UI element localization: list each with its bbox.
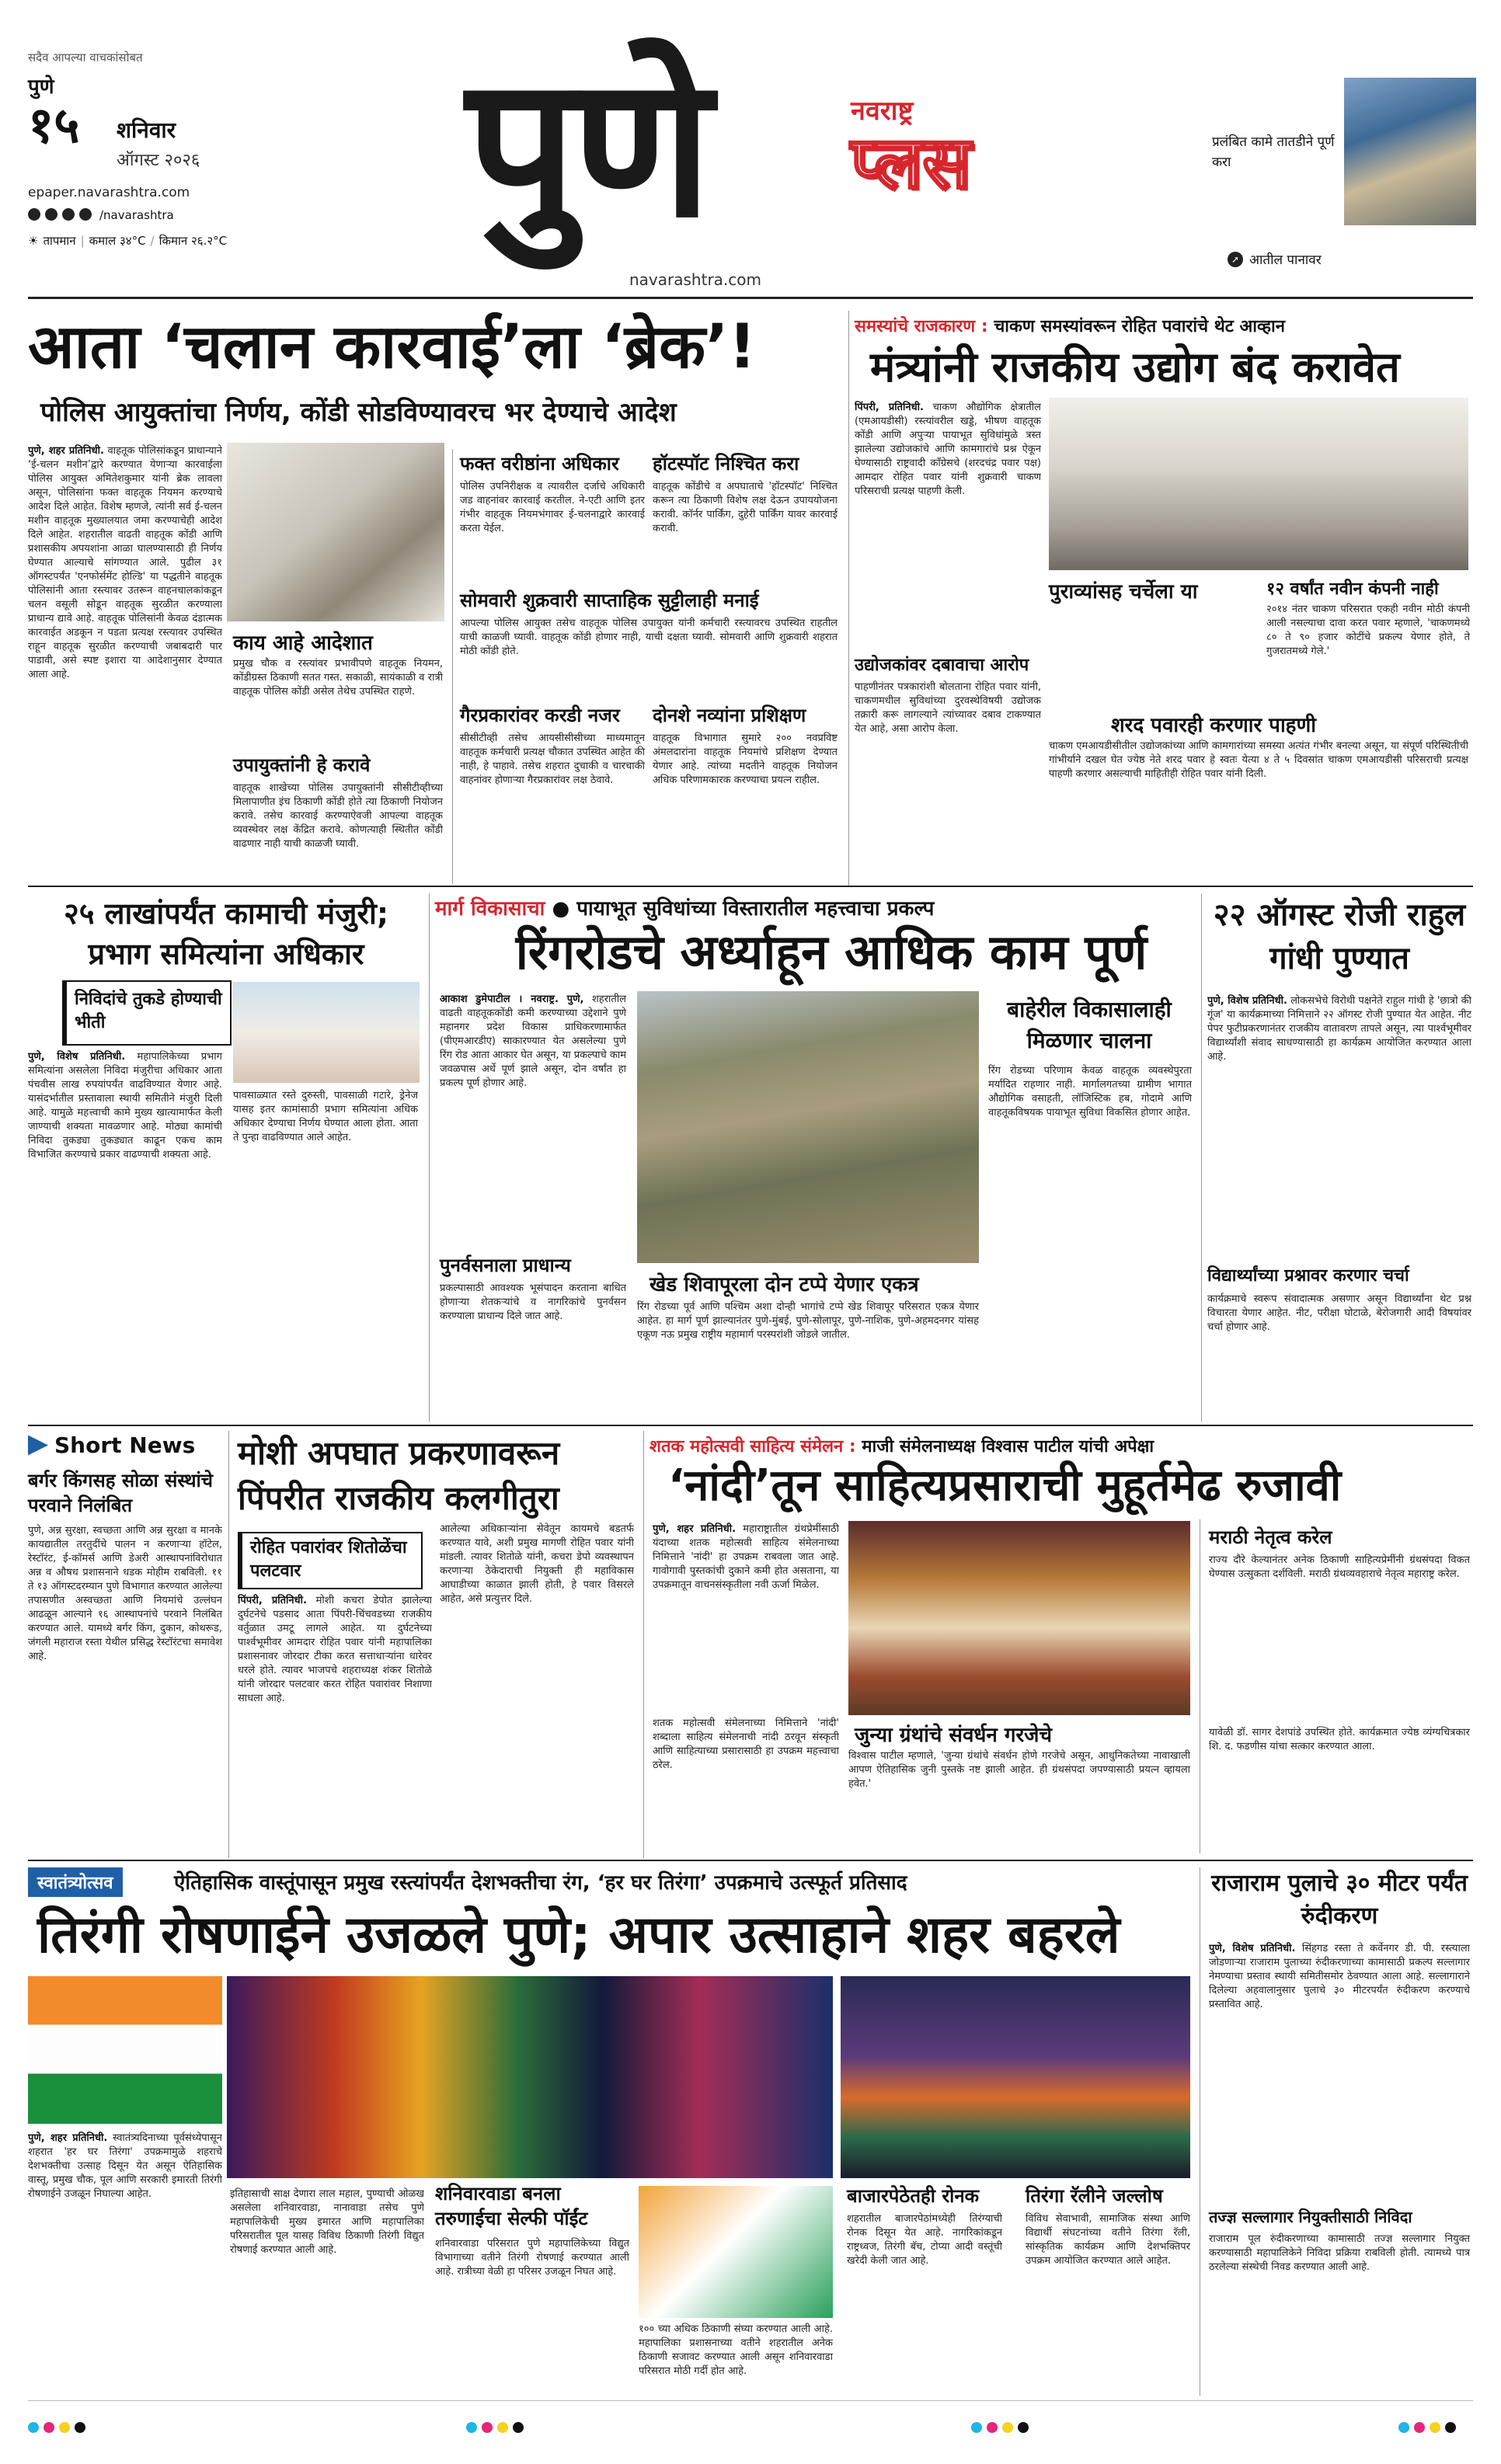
- mid-left-box: निविदांचे तुकडे होण्याची भीती: [62, 980, 232, 1046]
- ear-credit: ➚ आतील पानावर: [1228, 250, 1322, 268]
- tiranga-body: पुणे, शहर प्रतिनिधी. स्वातंत्र्यदिनाच्या पूर्वसंध्येपासून शहरात 'हर घर तिरंगा' उपक्रमामुळे शहराचे देशभक्तीचा उत्साह दिसून येत असून ऐतिहासिक वास्तू, प्रमुख चौक, पूल आणि सरकारी इमारती तिरंगी रोषणाईने उजळून निघाल्या आहेत.: [28, 2132, 222, 2200]
- shortnews-headline: बर्गर किंगसह सोळा संस्थांचे परवाने निलंबित: [28, 1470, 213, 1516]
- lead-col2-head: काय आहे आदेशात: [233, 632, 373, 655]
- mid-left-headline: २५ लाखांपर्यंत कामाची मंजुरी; प्रभाग समित्यांना अधिकार: [63, 896, 389, 971]
- temp-min: किमान २६.२°C: [158, 234, 228, 248]
- moshi-body2: आलेल्या अधिकाऱ्यांना सेवेतून कायमचे बडतर्फ करण्यात यावे, अशी प्रमुख मागणी रोहित पवार यांनी मांडली. त्यावर शितोळे यांनी, कचरा डेपो व्यवस्थापन करणाऱ्या ठेकेदाराची नियुक्ती ही महाविकास आघाडीच्या काळात झाली होती, हे पवार विसरले आहेत, असे प्रत्युत्तर दिले.: [440, 1523, 634, 1605]
- masthead-title: पुणे: [466, 34, 708, 260]
- lead-col3b-head: गैरप्रकारांवर करडी नजर: [460, 705, 620, 726]
- lead-col2b-head: उपायुक्तांनी हे करावे: [233, 754, 371, 776]
- mid-ringroad-photo: [637, 991, 979, 1263]
- section-rule: [28, 1425, 1473, 1426]
- right-top-kicker: समस्यांचे राजकारण : चाकण समस्यांवरून रोहित पवारांचे थेट आव्हान: [855, 317, 1285, 336]
- right-top-body4: चाकण एमआयडीसीतील उद्योजकांच्या आणि कामगारांच्या समस्या अत्यंत गंभीर बनल्या असून, या संपूर्ण परिस्थितीची गांभीर्याने दखल घेत ज्येष्ठ नेते शरद पवार हे स्वतः येत्या ४ ते ५ दिवसांत चाकण एमआयडीसी परिसराची प्रत्यक्ष पाहणी करणार असल्याची माहितीही रोहित पवार यांनी दिली.: [1049, 740, 1468, 780]
- ear-photo: [1344, 78, 1476, 225]
- lead-subhead: पोलिस आयुक्तांचा निर्णय, कोंडी सोडविण्यावरच भर देण्याचे आदेश: [40, 397, 677, 428]
- social-handle: /navarashtra: [99, 208, 174, 222]
- sahitya-caption-body: विश्वास पाटील म्हणाले, 'जुन्या ग्रंथांचे संवर्धन होणे गरजेचे असून, आधुनिकतेच्या नावाखाली आपण ऐतिहासिक जुनी पुस्तके नष्ट झाली आहेत. ही ग्रंथसंपदा जपण्यासाठी प्रयत्न व्हायला हवेत.': [848, 1750, 1190, 1790]
- rajaram-headline: राजाराम पुलाचे ३० मीटर पर्यंत रुंदीकरण: [1211, 1870, 1468, 1930]
- mid-photo-caption-body: रिंग रोडच्या पूर्व आणि पश्चिम अशा दोन्ही भागांचे टप्पे खेड शिवापूर परिसरात एकत्र येणार आहेत. हा मार्ग पूर्ण झाल्यानंतर पुणे-मुंबई, पुणे-सोलापूर, पुणे-नाशिक, पुणे-अहमदनगर यांसह एकूण नऊ प्रमुख राष्ट्रीय महामार्ग परस्परांशी जोडले जातील.: [637, 1301, 979, 1341]
- tiranga-col-mid: १०० च्या अधिक ठिकाणी संघ्या करण्यात आली आहे. महापालिका प्रशासनाच्या वतीने शहरातील अनेक ठिकाणी सजावट करण्यात आली असून शनिवारवाडा परिसरात मोठी गर्दी होत आहे.: [639, 2323, 833, 2377]
- footer-rule: [28, 2400, 1473, 2401]
- sahitya-headline: ‘नांदी’तून साहित्यप्रसाराची मुहूर्तमेढ रुजावी: [668, 1460, 1342, 1511]
- tiranga-photo-market: [639, 2186, 833, 2318]
- x-icon[interactable]: [45, 208, 57, 221]
- lead-body: पुणे, शहर प्रतिनिधी. वाहतूक पोलिसांकडून प्राधान्याने ‘ई-चलन मशीन’द्वारे करण्यात येणाऱ्या कारवाईला पोलिस आयुक्त अमितेशकुमार यांनी ब्रेक लावला असून, पोलिसांना फक्त वाहतूक नियमन करण्याचे आदेश दिले आहेत. विशेष म्हणजे, त्यांनी सर्व ई-चलन मशीन वाहतूक मुख्यालयात जमा करण्याचेही आदेश दिले आहेत. शहरातील वाढती वाहतूक कोंडी आणि प्रशासकीय अपयशांना आळा घालण्यासाठी ही निर्णय घेण्यात आल्याचे सांगण्यात आले. पुढील ३१ ऑगस्टपर्यंत 'एनफोर्समेंट होल्डि' या पद्धतीने वाहतूक पोलिसांनी आता रस्त्यावर उतरून वाहनचालकांकडून चलन वसूली सोडून वाहतूक सुरळीत करण्याला प्राधान्य द्यावे आहे. वाहतूक पोलिसांनी केवळ दंडात्मक कारवाईत अडकून न पडता प्रत्यक्ष रस्त्यावर उपस्थित राहून वाहतूक सुरळीत करण्याची जबाबदारी पार पाडावी, असे स्पष्ट इशारा या आदेशानुसार देण्यात आला आहे.: [28, 445, 222, 680]
- brand-bottom: प्लस: [851, 121, 971, 204]
- lead-col4-body: वाहतूक कोंडीचे व अपघाताचे 'हॉटस्पॉट' निश्चित करून त्या ठिकाणी विशेष लक्ष देऊन उपाययोजना करावी. कॉर्नर पार्किंग, दुहेरी पार्किंग यावर कारवाई करावी.: [653, 481, 838, 534]
- weekday: शनिवार: [117, 117, 176, 143]
- mid-center-body: आकाश डुमेपाटील । नवराष्ट्र. पुणे, शहरातील वाढती वाहतूककोंडी कमी करण्याच्या उद्देशाने पुणे महानगर प्रदेश विकास प्राधिकरणामार्फत (पीएमआरडीए) साकारण्यात येत असलेल्या पुणे रिंग रोड आता आकार घेत असून, या प्रकल्पाचे काम जवळपास अर्धे पूर्ण झाले असून, दोन वर्षांत हा प्रकल्प पूर्ण होणार आहे.: [440, 994, 626, 1089]
- weather-strip: ☀ तापमान | कमाल ३४°C / किमान २६.२°C: [28, 234, 228, 248]
- col-divider: [1201, 893, 1202, 1422]
- lead-col3-head: फक्त वरीष्ठांना अधिकार: [460, 453, 619, 475]
- mid-center-sub: पुनर्वसनाला प्राधान्य: [440, 1255, 571, 1276]
- mid-right-sub: बाहेरील विकासालाही मिळणार चालना: [1007, 997, 1172, 1053]
- rajaram-sub: तज्ज्ञ सल्लागार नियुक्तीसाठी निविदा: [1209, 2208, 1412, 2226]
- instagram-icon[interactable]: [62, 208, 75, 221]
- rahul-body: पुणे, विशेष प्रतिनिधी. लोकसभेचे विरोधी पक्षनेते राहुल गांधी हे 'छात्रो की गूंज' या कार्यक्रमाच्या निमित्ताने २२ ऑगस्ट रोजी पुण्यात येत आहेत. नीट पेपर फुटीप्रकरणानंतर राजकीय वातावरण तापले असून, त्या पार्श्वभूमीवर विद्यार्थ्यांशी संवाद साधण्यासाठी हा कार्यक्रम आयोजित करण्यात आला आहे.: [1207, 995, 1471, 1063]
- section-rule: [28, 886, 1473, 887]
- shortnews-body: पुणे, अन्न सुरक्षा, स्वच्छता आणि अन्न सुरक्षा व मानके कायद्यातील तरतुदींचे पालन न करणाऱ्या हॉटेल, रेस्टॉरंट, ई-कॉमर्स आणि डेअरी आस्थापनांविरोधात अन्न व औषध प्रशासनाने धडक मोहीम राबविली. ११ ते १३ ऑगस्टदरम्यान पुणे विभागात करण्यात आलेल्या तपासणीत अस्वच्छता आणि नियमांचे उल्लंघन आढळून आल्याने १६ आस्थापनांचे परवाने निलंबित करण्यात आले. यामध्ये बर्गर किंग, दुकान, कोथरूड, जंगली महाराज रस्ता येथील प्रसिद्ध रेस्टॉरंटचा समावेश आहे.: [28, 1525, 222, 1662]
- lead-col2b-body: वाहतूक शाखेच्या पोलिस उपायुक्तांनी सीसीटीव्हीच्या मिलापाणीत इंच ठिकाणी कोंडी होते त्या ठिकाणी नियोजन करावे. तसेच कारवाई करण्याऐवजी आपल्या वाहतूक व्यवस्थेवर लक्ष केंद्रित करावे. कोणत्याही स्थितीत कोंडी वाढणार नाही याची काळजी घ्यावी.: [233, 782, 443, 850]
- mid-photo-caption: खेड शिवापूरला दोन टप्पे येणार एकत्र: [650, 1273, 919, 1296]
- tiranga-sub1: शनिवारवाडा बनला तरुणाईचा सेल्फी पॉईंट: [435, 2183, 588, 2229]
- tagline: सदैव आपल्या वाचकांसोबत: [28, 50, 143, 64]
- lead-headline: आता ‘चलान कारवाई’ला ‘ब्रेक’!: [28, 312, 757, 382]
- mid-left-body2: पावसाळ्यात रस्ते दुरुस्ती, पावसाळी गटारे, ड्रेनेज यासह इतर कामांसाठी प्रभाग समित्यांना अधिक अधिकार देण्याचा निर्णय घेण्यात आला होता. आता ते पुन्हा वाढविण्यात आले आहेत.: [233, 1090, 418, 1143]
- epaper-url[interactable]: epaper.navarashtra.com: [28, 185, 190, 200]
- right-top-caption-b: १२ वर्षांत नवीन कंपनी नाही: [1266, 579, 1439, 599]
- lead-col4-head: हॉटस्पॉट निश्चित करा: [653, 453, 799, 475]
- sahitya-photo-caption: जुन्या ग्रंथांचे संवर्धन गरजेचे: [855, 1724, 1052, 1747]
- site-url[interactable]: navarashtra.com: [629, 270, 761, 289]
- tiranga-sub2-body: शहरातील बाजारपेठांमध्येही तिरंग्याची रोनक दिसून येत आहे. नागरिकांकडून राष्ट्रध्वज, तिरंगी बॅच, टोप्या आदी वस्तूंची खरेदी केली जात आहे.: [847, 2213, 1002, 2267]
- ear-panel: [1212, 78, 1476, 280]
- masthead-rule: [28, 297, 1473, 299]
- mid-left-body: पुणे, विशेष प्रतिनिधी. महापालिकेच्या प्रभाग समित्यांना असलेला निविदा मंजुरीचा अधिकार आता पंचवीस लाख रुपयांपर्यंत वाढविण्यात येणार आहे. यासंदर्भातील प्रस्तावाला स्थायी समितीने मंजुरी दिली आहे. यामुळे महत्त्वाची कामे मुख्य खात्यामार्फत केली जाण्याची शक्यता मावळणार आहे. मोठ्या कामांची निविदा तुकड्या तुकड्यात काढून एकच काम विभाजित करण्याचे प्रकार वाढण्याची शक्यता आहे.: [28, 1051, 222, 1161]
- tiranga-photo-fort: [841, 1976, 1190, 2178]
- right-top-body2: पाहणीनंतर पत्रकारांशी बोलताना रोहित पवार यांनी, चाकणमधील सुविधांच्या दुरवस्थेविषयी उद्योजक तक्रारी करू लागल्याने त्यांच्यावर दबाव टाकण्यात येत आहे, असा आरोप केला.: [855, 681, 1041, 735]
- temp-label: तापमान: [43, 234, 76, 248]
- sahitya-body: पुणे, शहर प्रतिनिधी. महाराष्ट्रातील ग्रंथप्रेमींसाठी यंदाच्या शतक महोत्सवी साहित्य संमेलनाच्या निमित्ताने 'नांदी' हा उपक्रम राबवला जात आहे. गावोगावी पुस्तकांची दुकाने कमी होत असताना, या उपक्रमातून वाचनसंस्कृतीला नवी ऊर्जा मिळेल.: [653, 1523, 839, 1591]
- mid-right-sub-body: रिंग रोडच्या परिणाम केवळ वाहतूक व्यवस्थेपुरता मर्यादित राहणार नाही. मार्गालगतच्या ग्रामीण भागात औद्योगिक वसाहती, लॉजिस्टिक हब, गोदामे आणि वाहतूकविषयक पायाभूत सुविधा विकसित होणार आहेत.: [988, 1065, 1192, 1119]
- lead-byline: पुणे, शहर प्रतिनिधी.: [28, 445, 104, 457]
- right-top-sub2: शरद पवारही करणार पाहणी: [1111, 714, 1317, 737]
- tiranga-photo-lights: [227, 1976, 833, 2178]
- sahitya-side-head: मराठी नेतृत्व करेल: [1209, 1526, 1332, 1548]
- sahitya-kicker: शतक महोत्सवी साहित्य संमेलन : माजी संमेलनाध्यक्ष विश्वास पाटील यांची अपेक्षा: [650, 1437, 1154, 1456]
- month-year: ऑगस्ट २०२६: [117, 151, 200, 170]
- moshi-box: रोहित पवारांवर शितोळेंचा पलटवार: [238, 1532, 423, 1589]
- rajaram-body: पुणे, विशेष प्रतिनिधी. सिंहगड रस्ता ते कर्वेनगर डी. पी. रस्त्याला जोडणाऱ्या राजाराम पुलाच्या रुंदीकरणाच्या कामासाठी प्रकल्प सल्लागार नेमण्याचा प्रस्ताव स्थायी समितीसमोर ठेवण्यात आला आहे. सल्लागाराने दिलेल्या अहवालानुसार पुलाचे ३० मीटरपर्यंत रुंदीकरण करण्याचे प्रस्तावित आहे.: [1209, 1943, 1470, 2010]
- right-top-headline: मंत्र्यांनी राजकीय उद्योग बंद करावेत: [870, 343, 1400, 392]
- rahul-sub: विद्यार्थ्यांच्या प्रश्नावर करणार चर्चा: [1207, 1266, 1409, 1286]
- rajaram-sub-body: राजाराम पूल रुंदीकरणाच्या कामासाठी तज्ज्ञ सल्लागार नियुक्त करण्यासाठी महापालिकेने निविदा प्रक्रिया राबविली होती. त्यामध्ये पात्र ठरलेल्या संस्थेची निवड करण्यात आली आहे.: [1209, 2233, 1470, 2273]
- sahitya-body-bottom: शतक महोत्सवी संमेलनाच्या निमित्ताने 'नांदी' शब्दाला साहित्य संमेलनाची नांदी ठरवून संस्कृती आणि साहित्याच्या प्रसारासाठी हा उपक्रम महत्त्वाचा ठरेल.: [653, 1717, 839, 1771]
- moshi-headline: मोशी अपघात प्रकरणावरून पिंपरीत राजकीय कलगीतुरा: [238, 1434, 560, 1517]
- arrow-icon: ➚: [1228, 252, 1243, 267]
- right-top-body3: २०१४ नंतर चाकण परिसरात एकही नवीन मोठी कंपनी आली नसल्याचा दावा करत पवार म्हणाले, 'चाकणमध्ये ८० ते ९० हजार कोटींचे प्रकल्प येणार होते, ते गुजरातमध्ये गेले.': [1266, 604, 1470, 657]
- day-number: १५: [28, 97, 80, 155]
- moshi-body: पिंपरी, प्रतिनिधी. मोशी कचरा डेपोत झालेल्या दुर्घटनेचे पडसाद आता पिंपरी-चिंचवडच्या राजकीय वर्तुळात उमटू लागले आहेत. या दुर्घटनेच्या पार्श्वभूमीवर आमदार रोहित पवार यांनी महापालिका प्रशासनावर जोरदार टीका करत सत्ताधाऱ्यांना धारेवर धरले होते. त्यावर भाजपचे शहराध्यक्ष शंकर शितोळे यांनी जोरदार पलटवार करत रोहित पवारांवर निशाणा साधला आहे.: [238, 1595, 432, 1704]
- city-label: पुणे: [28, 75, 54, 99]
- lead-col34-head: सोमवारी शुक्रवारी साप्ताहिक सुट्टीलाही मनाई: [460, 590, 759, 611]
- mid-left-photo-building: [233, 982, 420, 1083]
- tiranga-sub2: बाजारपेठेतही रोनक: [847, 2185, 980, 2207]
- rahul-headline: २२ ऑगस्ट रोजी राहुल गांधी पुण्यात: [1213, 897, 1466, 976]
- right-top-photo-meeting: [1049, 398, 1468, 570]
- tiranga-col2: इतिहासाची साक्ष देणारा लाल महाल, पुण्याची ओळख असलेला शनिवारवाडा, नानावाडा तसेच पुणे महापालिकेची मुख्य इमारत आणि महापालिका परिसरातील पूल यासह विविध ठिकाणी तिरंगी विद्युत रोषणाई करण्यात आली आहे.: [230, 2188, 424, 2256]
- tiranga-kicker: ऐतिहासिक वास्तूंपासून प्रमुख रस्त्यांपर्यंत देशभक्तीचा रंग, ‘हर घर तिरंगा’ उपक्रमाचे उत्स्फूर्त प्रतिसाद: [174, 1871, 907, 1895]
- lead-col34-body: आपल्या पोलिस आयुक्त तसेच वाहतूक पोलिस उपायुक्त यांनी कर्मचारी रस्त्यावरच उपस्थित राहतील याची काळजी घ्यावी. वाहतूक कोंडी होणार नाही, याची दक्षता घ्यावी. सोमवारी आणि शुक्रवारी शहरात मोठी कोंडी होते.: [460, 618, 838, 657]
- facebook-icon[interactable]: [28, 208, 40, 221]
- tiranga-sub1-body: शनिवारवाडा परिसरात पुणे महापालिकेच्या विद्युत विभागाच्या वतीने तिरंगी रोषणाई करण्यात आली आहे. रात्रीच्या वेळी हा परिसर उजळून निघत आहे.: [435, 2238, 629, 2278]
- col-divider: [643, 1431, 644, 1858]
- weather-icon: ☀: [28, 234, 39, 248]
- right-top-caption-a: पुराव्यांसह चर्चेला या: [1049, 580, 1198, 604]
- shortnews-label: Short News: [28, 1432, 195, 1458]
- col-divider: [452, 449, 453, 884]
- right-top-sub1: उद्योजकांवर दबावाचा आरोप: [855, 656, 1029, 675]
- mid-center-body2: प्रकल्पासाठी आवश्यक भूसंपादन करताना बाधित होणाऱ्या शेतकऱ्यांचे व नागरिकांचे पुनर्वसन करण्याला प्राधान्य दिले जात आहे.: [440, 1282, 626, 1322]
- tiranga-headline: तिरंगी रोषणाईने उजळले पुणे; अपार उत्साहाने शहर बहरले: [37, 1905, 1120, 1965]
- social-icons: [28, 208, 174, 222]
- lead-photo-police: [227, 443, 444, 621]
- mid-center-headline: रिंगरोडचे अर्ध्याहून आधिक काम पूर्ण: [515, 924, 1148, 980]
- col-divider: [429, 893, 430, 1422]
- section-rule: [28, 1860, 1473, 1861]
- temp-max: कमाल ३४°C: [89, 234, 146, 248]
- right-top-body1: पिंपरी, प्रतिनिधी. चाकण औद्योगिक क्षेत्रातील (एमआयडीसी) रस्त्यांवरील खड्डे, भीषण वाहतूक कोंडी आणि अपुऱ्या पायाभूत सुविधांमुळे त्रस्त झालेल्या उद्योजकांचे आणि कामगारांचे प्रश्न ऐकून घेण्यासाठी राष्ट्रवादी काँग्रेसचे (शरदचंद्र पवार पक्ष) आमदार रोहित पवार यांनी शुक्रवारी चाकण परिसराची प्रत्यक्ष पाहणी केली.: [855, 402, 1041, 497]
- tiranga-label: स्वातंत्र्योत्सव: [28, 1867, 123, 1897]
- sahitya-photo-event: [848, 1521, 1190, 1715]
- tiranga-sub3: तिरंगा रॅलीने जल्लोष: [1026, 2185, 1163, 2207]
- lead-col2-bullets: प्रमुख चौक व रस्त्यांवर प्रभावीपणे वाहतूक नियमन, कोंडीग्रस्त ठिकाणी सतत गस्त. सकाळी, सायंकाळी व रात्री वाहतूक पोलिस कोंडी असेल तेथेच उपस्थित राहणे.: [233, 658, 443, 698]
- tiranga-sub3-body: विविध सेवाभावी, सामाजिक संस्था आणि विद्यार्थी संघटनांच्या वतीने तिरंगा रॅली, सांस्कृतिक कार्यक्रम आणि देशभक्तिपर उपक्रम आयोजित करण्यात आले आहेत.: [1026, 2213, 1190, 2267]
- lead-col3b-body: सीसीटीव्ही तसेच आयसीसीसीच्या माध्यमातून वाहतूक कर्मचारी प्रत्यक्ष चौकात उपस्थित आहेत की नाही, हे पाहावे. तसेच शहरात दुचाकी व चारचाकी वाहनांवर होणाऱ्या गैरप्रकारांवर लक्ष ठेवावे.: [460, 733, 645, 786]
- lead-col3-body: पोलिस उपनिरीक्षक व त्यावरील दर्जाचे अधिकारी जड वाहनांवर कारवाई करतील. ने-एटी आणि इतर गंभीर वाहतूक नियमभंगावर ई-चलनाद्वारे कारवाई करता येईल.: [460, 481, 645, 534]
- sahitya-side-body2: यावेळी डॉ. सागर देशपांडे उपस्थित होते. कार्यक्रमात ज्येष्ठ व्यंग्यचित्रकार शि. द. फडणीस यांचा सत्कार करण्यात आला.: [1209, 1727, 1470, 1752]
- ear-text: प्रलंबित कामे तातडीने पूर्ण करा: [1212, 134, 1335, 170]
- lead-col4b-body: वाहतूक विभागात सुमारे २०० नवप्रविष्ट अंमलदारांना वाहतूक नियमांचे प्रशिक्षण देण्यात येणार आहे. त्यांच्या मदतीने वाहतूक नियोजन अधिक परिणामकारक करण्याचा प्रयत्न राहील.: [653, 733, 838, 786]
- rahul-sub-body: कार्यक्रमाचे स्वरूप संवादात्मक असणार असून विद्यार्थ्यांना थेट प्रश्न विचारता येणार आहेत. नीट, परीक्षा घोटाळे, बेरोजगारी आदी विषयांवर चर्चा होणार आहे.: [1207, 1293, 1471, 1333]
- mid-center-kicker: मार्ग विकासाचा ● पायाभूत सुविधांच्या विस्तारातील महत्त्वाचा प्रकल्प: [435, 897, 935, 921]
- tiranga-photo-flag: [28, 1976, 222, 2124]
- brand-top: नवराष्ट्र: [851, 96, 914, 127]
- sahitya-side-body: राज्य दौरे केल्यानंतर अनेक ठिकाणी साहित्यप्रेमींनी ग्रंथसंपदा विकत घेण्यास उत्सुकता दर्शविली. मराठी ग्रंथव्यवहाराचे नेतृत्व महाराष्ट्र करेल.: [1209, 1554, 1470, 1580]
- col-divider: [228, 1431, 229, 1858]
- shortnews-icon: [28, 1436, 48, 1456]
- lead-col4b-head: दोनशे नव्यांना प्रशिक्षण: [653, 705, 806, 726]
- col-divider: [848, 311, 849, 886]
- youtube-icon[interactable]: [79, 208, 92, 221]
